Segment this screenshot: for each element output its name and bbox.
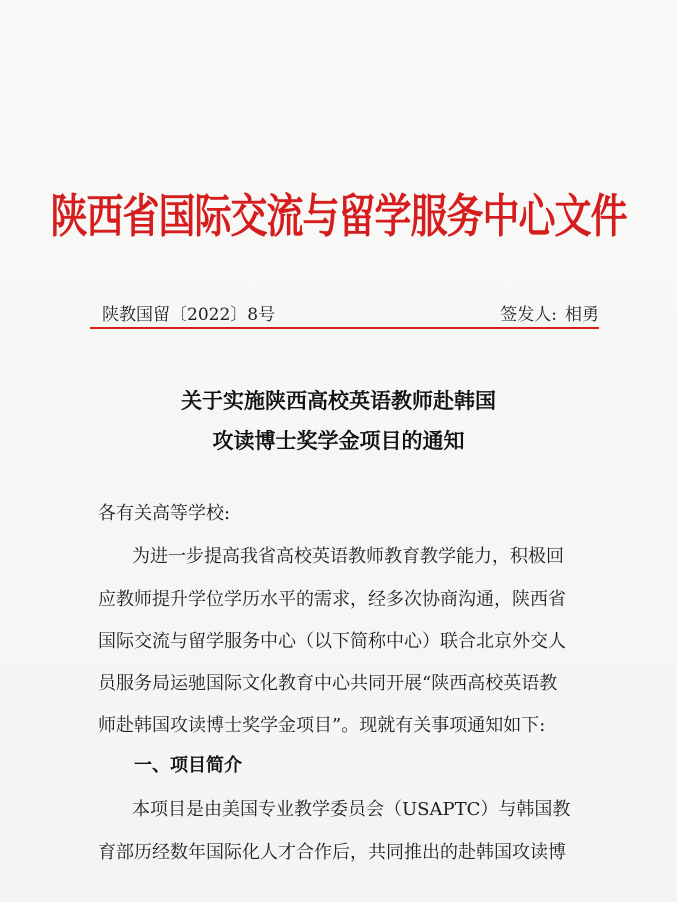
signer-label: 签发人: <box>500 305 557 325</box>
signer-name: 相勇 <box>565 305 599 325</box>
paragraph-line: 育部历经数年国际化人才合作后，共同推出的赴韩国攻读博 <box>98 842 566 863</box>
salutation: 各有关高等学校: <box>98 503 231 524</box>
paragraph-line: 师赴韩国攻读博士奖学金项目”。现就有关事项通知如下: <box>98 715 546 736</box>
notice-title-line-1: 关于实施陕西高校英语教师赴韩国 <box>181 388 496 413</box>
section-heading: 一、项目简介 <box>134 755 242 776</box>
document-header-title: 陕西省国际交流与留学服务中心文件 <box>50 188 627 243</box>
paragraph-line: 本项目是由美国专业教学委员会（USAPTC）与韩国教 <box>132 799 571 820</box>
document-meta-row <box>102 300 599 325</box>
paragraph-line: 应教师提升学位学历水平的需求，经多次协商沟通，陕西省 <box>98 589 566 610</box>
document-number: 陕教国留〔2022〕8号 <box>102 305 276 325</box>
paragraph-line: 国际交流与留学服务中心（以下简称中心）联合北京外交人 <box>98 631 566 652</box>
paragraph-line: 员服务局运驰国际文化教育中心共同开展“陕西高校英语教 <box>98 673 558 694</box>
notice-title-line-2: 攻读博士奖学金项目的通知 <box>212 428 465 453</box>
paragraph-line: 为进一步提高我省高校英语教师教育教学能力，积极回 <box>132 546 564 567</box>
signer <box>500 300 599 325</box>
header-divider-line <box>90 327 599 329</box>
